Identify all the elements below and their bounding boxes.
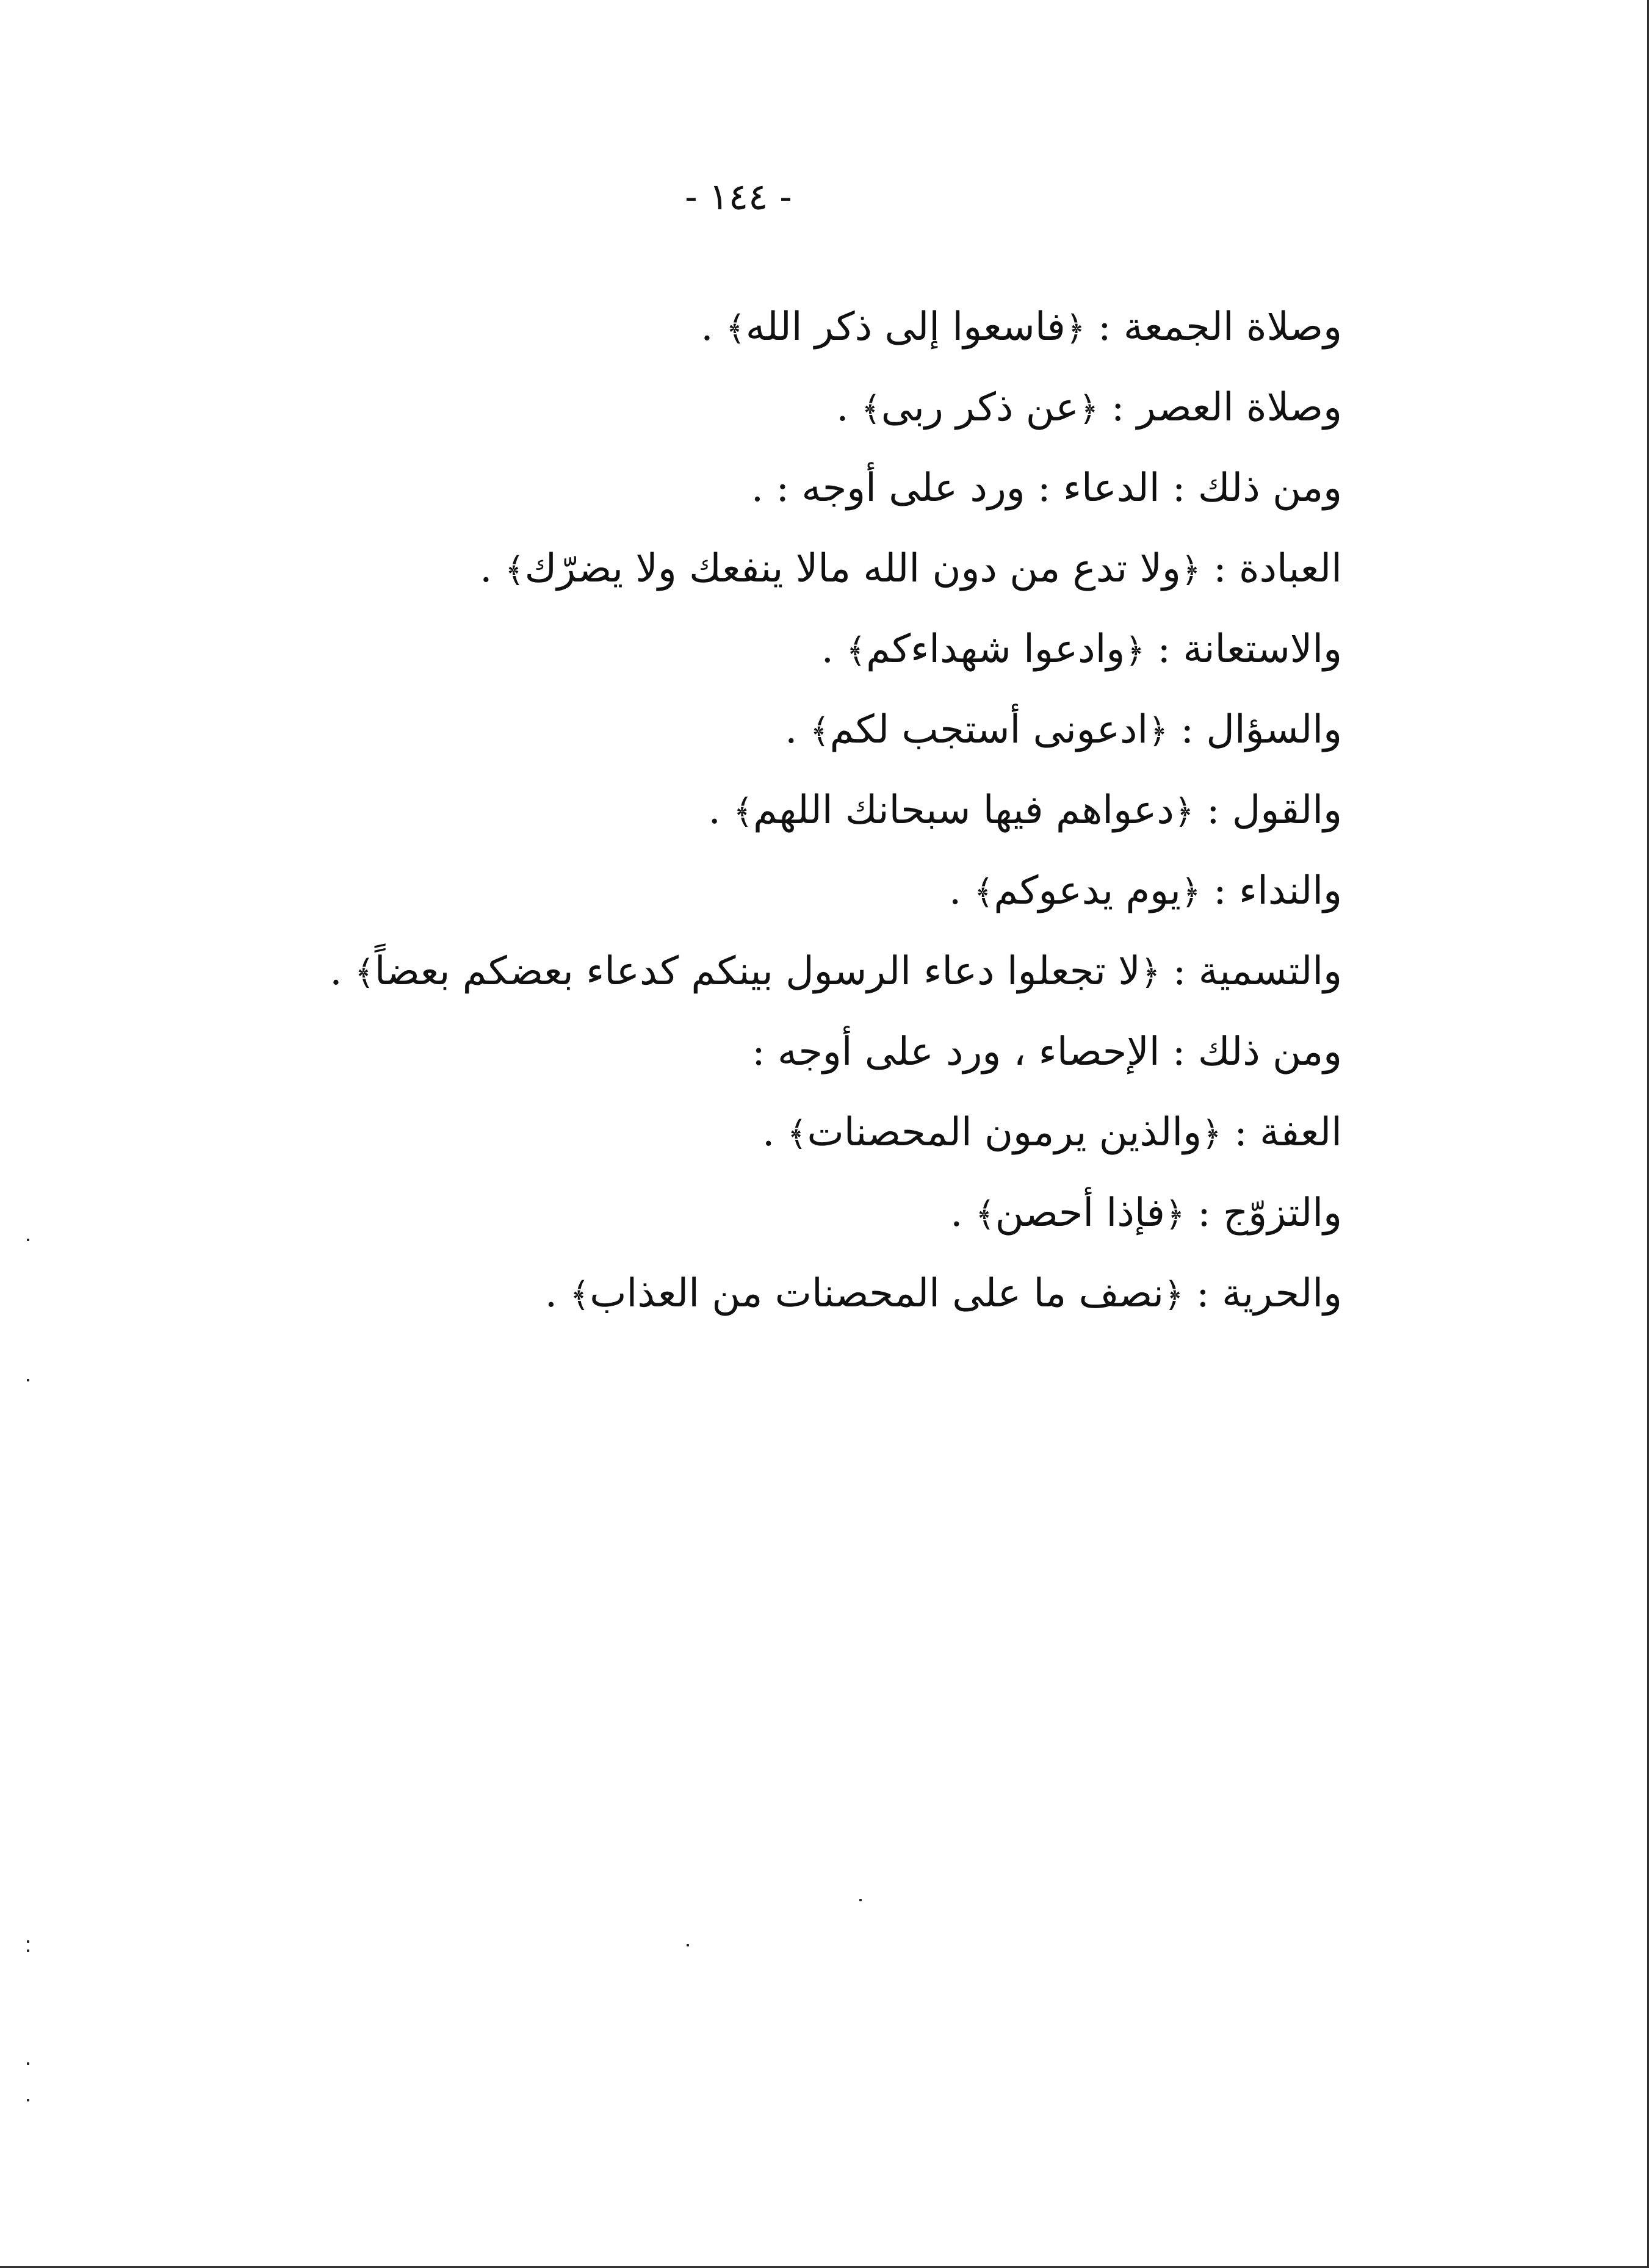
text-line-13 — [274, 1253, 1342, 1334]
line-lead: العبادة : — [1200, 546, 1342, 591]
line-lead: والحرية : — [1183, 1271, 1342, 1316]
page-body — [274, 287, 1342, 1334]
quran-close-bracket: ﴾ — [861, 389, 881, 429]
line-lead: والتزوّج : — [1185, 1190, 1342, 1236]
quran-open-bracket: ﴿ — [1202, 1114, 1222, 1154]
quran-close-bracket: ﴾ — [787, 1114, 807, 1154]
line-lead: وصلاة الجمعة : — [1085, 304, 1342, 350]
line-lead: العفة : — [1221, 1110, 1342, 1155]
quran-quote: ولا تدع من دون الله مالا ينفعك ولا يضرّك — [524, 546, 1181, 591]
line-trail: . — [950, 1190, 975, 1236]
quran-close-bracket: ﴾ — [569, 1275, 590, 1315]
quran-quote: يوم يدعوكم — [994, 868, 1181, 913]
text-line-3 — [274, 448, 1342, 528]
quran-open-bracket: ﴿ — [1180, 550, 1201, 590]
line-trail: . — [821, 627, 846, 672]
scan-speck — [27, 1940, 29, 1943]
quran-quote: نصف ما على المحصنات من العذاب — [590, 1271, 1164, 1316]
line-trail: . — [480, 546, 505, 591]
quran-close-bracket: ﴾ — [354, 953, 375, 993]
quran-open-bracket: ﴿ — [1164, 1275, 1184, 1315]
quran-close-bracket: ﴾ — [504, 550, 525, 590]
line-trail: . — [785, 707, 810, 752]
quran-quote: فإذا أحصن — [995, 1190, 1165, 1236]
quran-quote: دعواهم فيها سبحانك اللهم — [752, 788, 1174, 833]
text-line-9 — [274, 931, 1342, 1012]
quran-quote: عن ذكر ربى — [881, 385, 1079, 430]
line-lead: ومن ذلك : الدعاء : ورد على أوجه : . — [751, 466, 1342, 511]
quran-open-bracket: ﴿ — [1125, 631, 1146, 671]
scan-speck — [687, 1944, 689, 1946]
line-trail: . — [708, 788, 734, 833]
quran-open-bracket: ﴿ — [1078, 389, 1099, 429]
quran-quote: لا تجعلوا دعاء الرسول بينكم كدعاء بعضكم بعضاً — [374, 949, 1141, 994]
scan-speck — [27, 1949, 29, 1952]
quran-close-bracket: ﴾ — [973, 873, 994, 912]
text-line-11 — [274, 1092, 1342, 1173]
text-line-7 — [274, 770, 1342, 851]
quran-quote: وادعوا شهداءكم — [866, 627, 1125, 672]
text-line-4 — [274, 528, 1342, 609]
text-line-10 — [274, 1012, 1342, 1092]
line-trail: . — [330, 949, 355, 994]
quran-close-bracket: ﴾ — [733, 792, 753, 832]
text-line-6 — [274, 689, 1342, 770]
scan-speck — [27, 2099, 29, 2101]
line-lead: وصلاة العصر : — [1099, 385, 1342, 430]
quran-open-bracket: ﴿ — [1140, 953, 1161, 993]
scan-speck — [27, 1379, 29, 1381]
quran-open-bracket: ﴿ — [1065, 309, 1086, 348]
line-lead: والاستعانة : — [1145, 627, 1342, 672]
text-line-1 — [274, 287, 1342, 367]
line-trail: . — [836, 385, 861, 430]
quran-close-bracket: ﴾ — [725, 309, 746, 348]
line-trail: . — [701, 304, 726, 350]
quran-quote: ادعونى أستجب لكم — [829, 707, 1149, 752]
text-line-2 — [274, 367, 1342, 448]
line-trail: . — [544, 1271, 570, 1316]
quran-close-bracket: ﴾ — [809, 711, 830, 751]
line-lead: والسؤال : — [1168, 707, 1342, 752]
line-lead: والقول : — [1194, 788, 1342, 833]
text-line-12 — [274, 1173, 1342, 1253]
text-line-8 — [274, 851, 1342, 931]
quran-quote: والذين يرمون المحصنات — [807, 1110, 1202, 1155]
line-lead: والنداء : — [1200, 868, 1342, 913]
scan-speck — [27, 1239, 29, 1241]
quran-open-bracket: ﴿ — [1148, 711, 1169, 751]
quran-open-bracket: ﴿ — [1180, 873, 1201, 912]
line-lead: ومن ذلك : الإحصاء ، ورد على أوجه : — [752, 1029, 1342, 1075]
text-line-5 — [274, 609, 1342, 689]
quran-close-bracket: ﴾ — [975, 1195, 995, 1234]
quran-close-bracket: ﴾ — [846, 631, 867, 671]
quran-open-bracket: ﴿ — [1164, 1195, 1185, 1234]
line-lead: والتسمية : — [1160, 949, 1342, 994]
scan-speck — [859, 1899, 862, 1901]
scan-speck — [27, 2062, 29, 2065]
line-trail: . — [762, 1110, 787, 1155]
quran-open-bracket: ﴿ — [1174, 792, 1194, 832]
line-trail: . — [948, 868, 974, 913]
page-number: - ١٤٤ - — [685, 176, 792, 218]
quran-quote: فاسعوا إلى ذكر الله — [745, 304, 1066, 350]
